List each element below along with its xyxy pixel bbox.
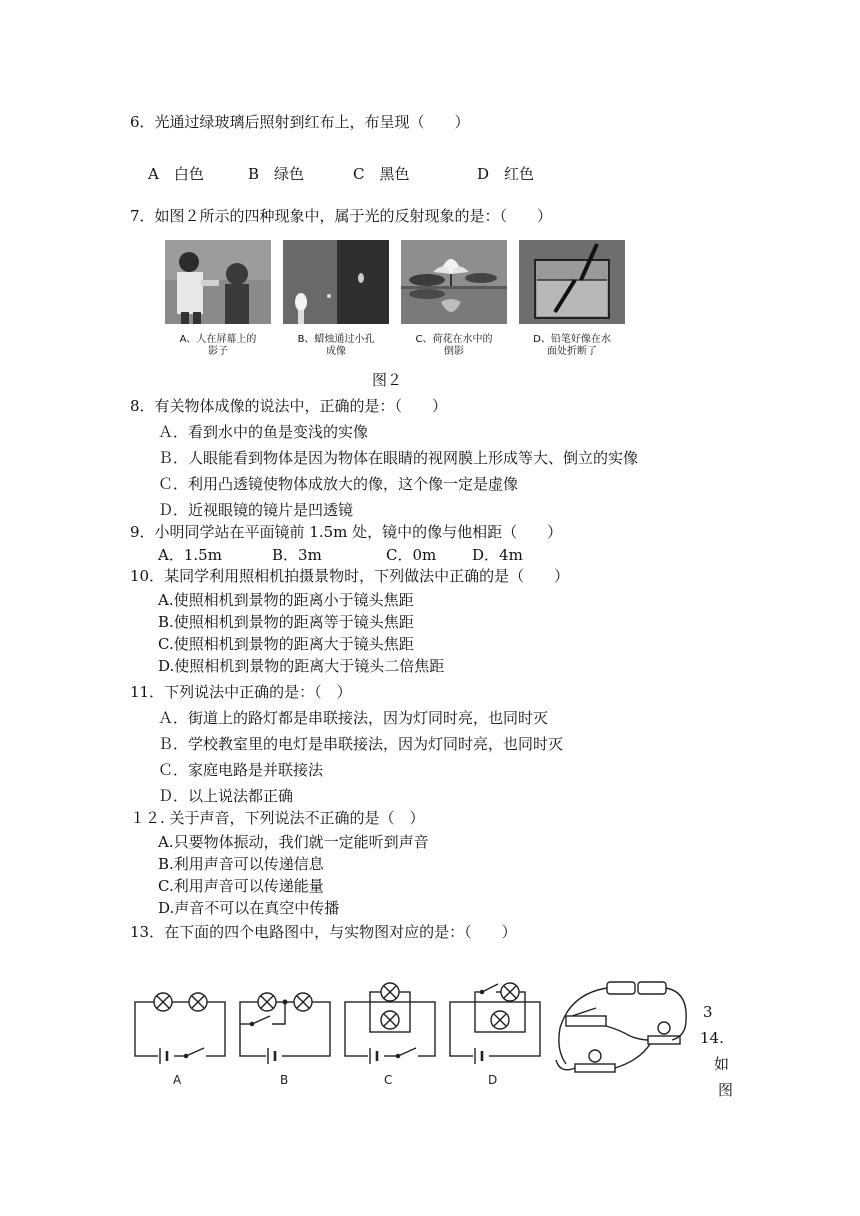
caption-b-line1: B、蜡烛通过小孔 — [297, 334, 375, 345]
circuit-label-a: A — [173, 1073, 182, 1087]
q6-option-b: B 绿色 — [248, 165, 305, 183]
caption-d-line1: D、铅笔好像在水 — [533, 334, 611, 345]
side-text-3: 如 — [714, 1055, 730, 1073]
circuit-label-c: C — [384, 1073, 393, 1087]
q10-option-b: B.使照相机到景物的距离等于镜头焦距 — [158, 613, 414, 631]
q11-option-d: Ｄ．以上说法都正确 — [158, 787, 294, 805]
lotus-reflection-photo — [401, 240, 507, 324]
q9-option-a: A．1.5m — [158, 546, 222, 564]
q8-option-a: Ａ．看到水中的鱼是变浅的实像 — [158, 423, 369, 441]
side-text-1: 3 — [703, 1003, 713, 1021]
q6-option-d: D 红色 — [477, 165, 535, 183]
figure-label: 图２ — [372, 371, 403, 389]
caption-b — [281, 334, 391, 358]
q10-stem: 10．某同学利用照相机拍摄景物时，下列做法中正确的是（ ） — [130, 567, 570, 585]
q9-option-c: C．0m — [386, 546, 437, 564]
q9-option-b: B．3m — [272, 546, 322, 564]
physical-circuit-drawing — [556, 982, 686, 1072]
q6-stem: 6．光通过绿玻璃后照射到红布上，布呈现（ ） — [130, 113, 470, 131]
child-shadow-photo — [165, 240, 271, 324]
caption-b-line2: 成像 — [326, 346, 346, 357]
q11-option-b: Ｂ．学校教室里的电灯是串联接法，因为灯同时亮，也同时灭 — [158, 735, 564, 753]
q11-stem: 11．下列说法中正确的是：（ ） — [130, 683, 352, 701]
circuit-a — [135, 993, 225, 1064]
caption-c-line1: C、荷花在水中的 — [415, 334, 493, 345]
q8-option-d: Ｄ．近视眼镜的镜片是凹透镜 — [158, 501, 354, 519]
q9-option-d: D．4m — [472, 546, 523, 564]
side-text-2: 14. — [700, 1029, 724, 1047]
q9-stem: 9．小明同学站在平面镜前 1.5m 处，镜中的像与他相距（ ） — [130, 523, 563, 541]
q11-option-c: Ｃ．家庭电路是并联接法 — [158, 761, 324, 779]
q12-option-c: C.利用声音可以传递能量 — [158, 877, 324, 895]
circuit-label-b: B — [280, 1073, 289, 1087]
q12-option-d: D.声音不可以在真空中传播 — [158, 899, 340, 917]
q7-stem: 7．如图２所示的四种现象中，属于光的反射现象的是：（ ） — [130, 207, 553, 225]
caption-d — [517, 334, 627, 358]
circuit-label-d: D — [488, 1073, 498, 1087]
candle-pinhole-photo — [283, 240, 389, 324]
circuit-b — [240, 993, 330, 1064]
side-text-4: 图 — [718, 1081, 734, 1099]
q6-option-c: C 黑色 — [353, 165, 410, 183]
caption-a-line2: 影子 — [208, 346, 228, 357]
q12-stem: １２. 关于声音，下列说法不正确的是（ ） — [130, 809, 425, 827]
q8-stem: 8．有关物体成像的说法中，正确的是：（ ） — [130, 397, 448, 415]
caption-c-line2: 倒影 — [444, 346, 464, 357]
q10-option-d: D.使照相机到景物的距离大于镜头二倍焦距 — [158, 657, 445, 675]
q10-option-c: C.使照相机到景物的距离大于镜头焦距 — [158, 635, 414, 653]
q8-option-c: Ｃ．利用凸透镜使物体成放大的像，这个像一定是虚像 — [158, 475, 519, 493]
q12-option-b: B.利用声音可以传递信息 — [158, 855, 324, 873]
caption-d-line2: 面处折断了 — [547, 346, 597, 357]
q12-option-a: A.只要物体振动，我们就一定能听到声音 — [158, 833, 429, 851]
q6-option-a: A 白色 — [148, 165, 204, 183]
caption-a-line1: A、人在屏幕上的 — [179, 334, 257, 345]
q11-option-a: Ａ．街道上的路灯都是串联接法，因为灯同时亮，也同时灭 — [158, 709, 549, 727]
caption-c — [399, 334, 509, 358]
circuit-c — [345, 983, 435, 1064]
circuit-d — [450, 983, 540, 1064]
circuit-diagrams — [120, 980, 700, 1100]
caption-a — [163, 334, 273, 358]
q10-option-a: A.使照相机到景物的距离小于镜头焦距 — [158, 591, 414, 609]
pencil-in-water-photo — [519, 240, 625, 324]
q8-option-b: Ｂ．人眼能看到物体是因为物体在眼睛的视网膜上形成等大、倒立的实像 — [158, 449, 639, 467]
q13-stem: 13．在下面的四个电路图中，与实物图对应的是：（ ） — [130, 923, 517, 941]
